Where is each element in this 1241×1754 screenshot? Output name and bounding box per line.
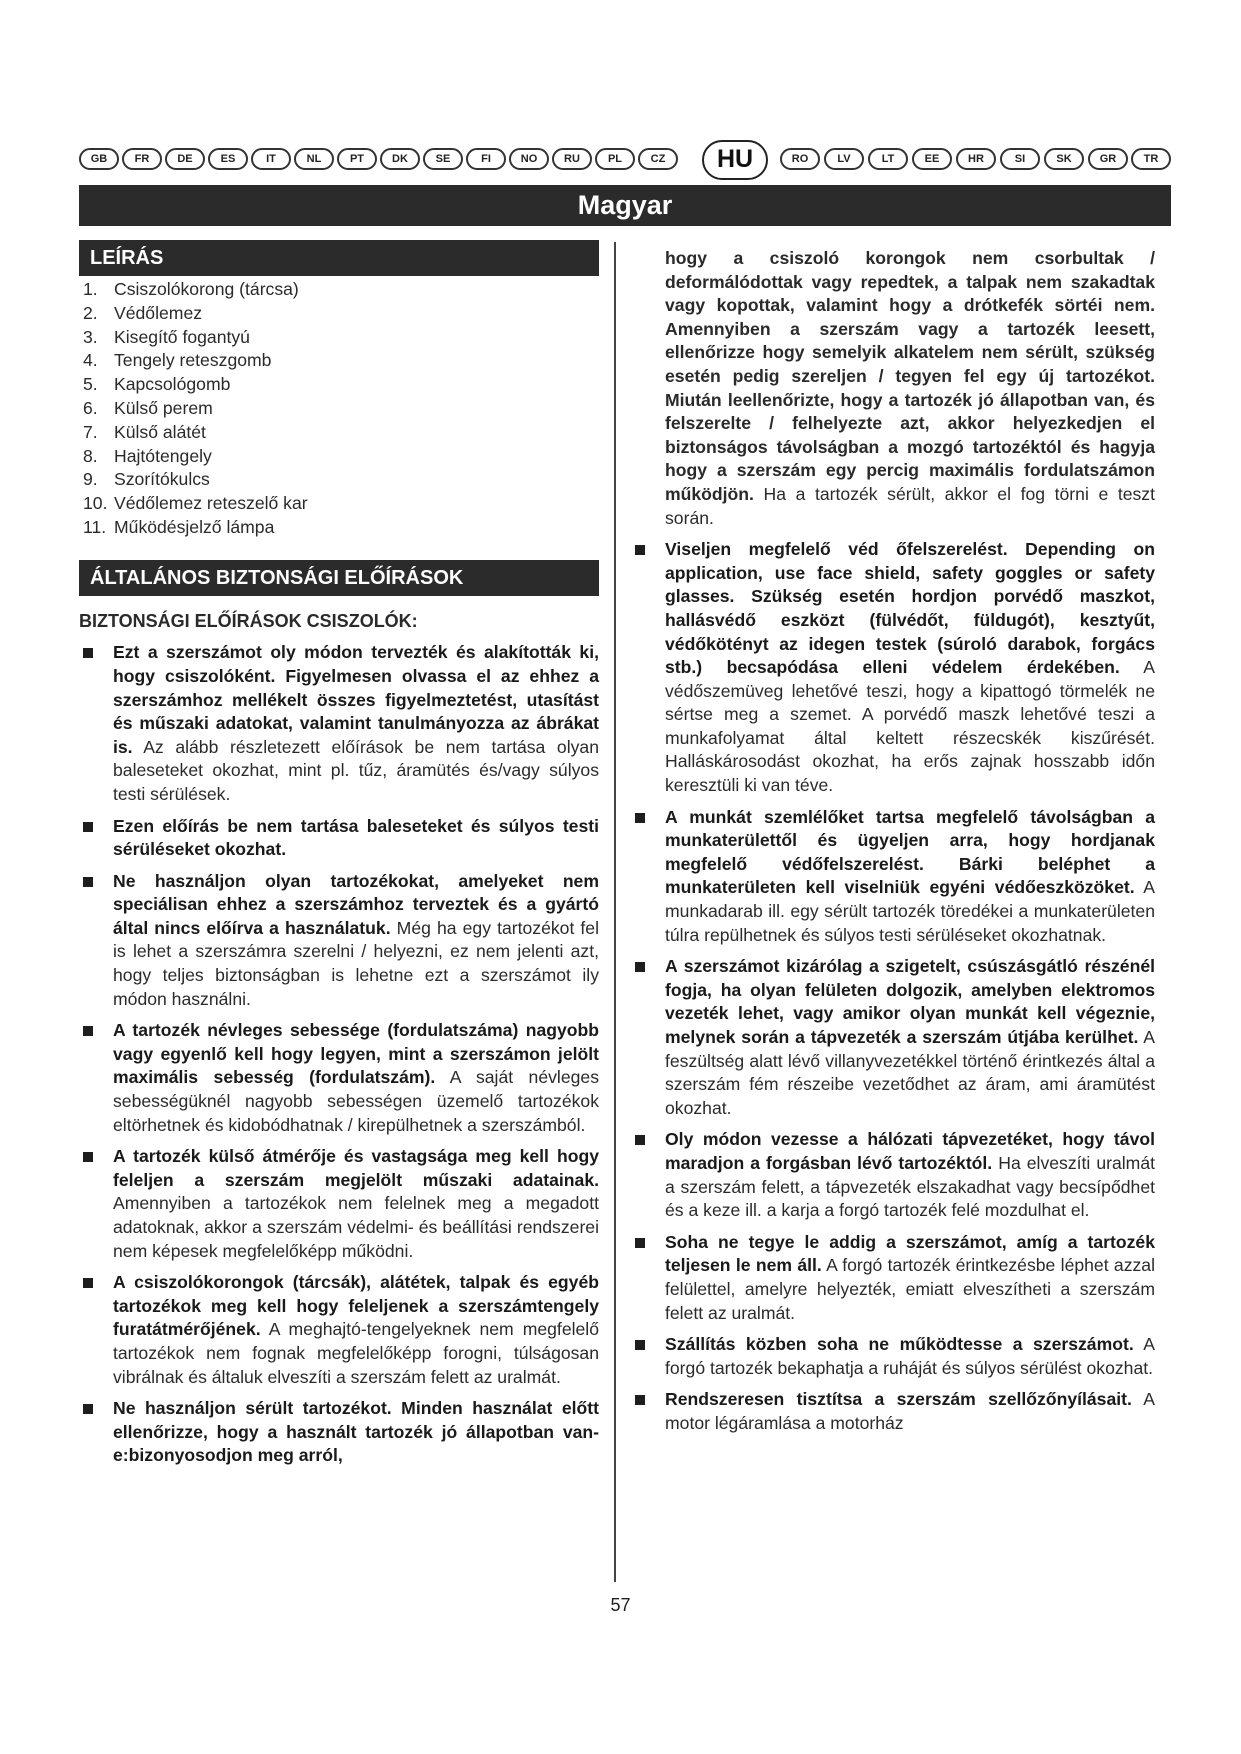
item-text: Védőlemez [114,302,203,323]
item-number: 9. [83,469,98,490]
item-normal-text: A motor légáramlása a motorház [665,1389,1155,1433]
bullet-square-icon [635,545,645,555]
right-column [631,247,1155,1444]
lang-badge-ee[interactable]: EE [912,148,952,170]
lang-badge-lt[interactable]: LT [868,148,908,170]
item-text: Tengely reteszgomb [114,350,272,371]
lang-badge-gr[interactable]: GR [1088,148,1128,170]
item-bold-text: Viseljen megfelelő véd őfelszerelést. Depending on application, use face shield, safety goggles or safety glasses. Szükség esetén hordjon porvédő maszkot, hallásvédő eszközt (fülvédőt, füldugót), kesztyűt, védőkötényt az idegen testek (súroló darabok, forgács stb.) becsapódása elleni védelem érdekében. [665,539,1155,678]
lang-badge-es[interactable]: ES [208,148,248,170]
lang-badge-nl[interactable]: NL [294,148,334,170]
list-item [83,468,599,492]
page-title: Magyar [577,190,673,220]
item-normal-text: Még ha egy tartozékot fel is lehet a szerszámra szerelni / helyezni, ez nem jelenti azt, hogy teljes biztonságban is lehetne ezt a szerszámot ily módon használni. [113,917,599,1009]
bullet-square-icon [635,1238,645,1248]
safety-item [79,641,599,806]
item-bold-text: A munkát szemlélőket tartsa megfelelő távolságban a munkaterülettől és ügyeljen arra, hogy hordjanak megfelelő védőfelszerelést. Bárki beléphet a munkaterületen kell viselniük egyéni védőeszközöket. [665,806,1155,898]
lang-badge-no[interactable]: NO [509,148,549,170]
item-number: 1. [83,279,98,299]
lang-badge-sk[interactable]: SK [1044,148,1084,170]
lang-badge-dk[interactable]: DK [380,148,420,170]
safety-heading: ÁLTALÁNOS BIZTONSÁGI ELŐÍRÁSOK [79,560,599,596]
lang-badge-ru[interactable]: RU [552,148,592,170]
item-normal-text: Ha elveszíti uralmát a szerszám felett, a tápvezeték elszakadhat vagy becsípődhet és a keze ill. a karja a forgó tartozék felé mozdulhat el. [665,1152,1156,1221]
list-item [83,492,599,516]
lang-badge-gb[interactable]: GB [79,148,119,170]
bullet-square-icon [635,1395,645,1405]
item-normal-text: Az alább részletezett előírások be nem tartása olyan baleseteket okozhat, mint pl. tűz, áramütés és/vagy súlyos testi sérülések. [113,736,599,804]
item-bold-text: Ezen előírás be nem tartása baleseteket és súlyos testi sérüléseket okozhat. [113,815,599,860]
bullet-square-icon [635,813,645,823]
lang-badge-tr[interactable]: TR [1131,148,1171,170]
item-bold-text: A szerszámot kizárólag a szigetelt, csúszásgátló részénél fogja, ha olyan felületen dolgozik, amelyben elektromos vezeték lehet, vagy amikor olyan munkát kell végeznie, melynek során a tápvezeték a szerszám útjába kerülhet. [665,956,1155,1047]
bullet-square-icon [83,1278,93,1288]
description-heading: LEÍRÁS [79,240,599,276]
lang-badge-fr[interactable]: FR [122,148,162,170]
lang-badge-ro[interactable]: RO [780,148,820,170]
item-text: Kisegítő fogantyú [114,326,250,347]
item-text: Külső alátét [114,421,206,442]
item-number: 2. [83,302,98,323]
item-normal-text: A meghajtó-tengelyeknek nem megfelelő tartozékok nem fognak megfelelőképp forogni, túlságosan vibrálnak és általuk elveszíti a szerszám felett az uralmát. [113,1319,599,1387]
item-bold-text: Ne használjon sérült tartozékot. Minden használat előtt ellenőrizze, hogy a használt tartozék jó állapotban van-e:bizonyosodjon meg arról, [113,1398,599,1466]
lang-badge-si[interactable]: SI [1000,148,1040,170]
item-normal-text: A saját névleges sebességüknél nagyobb sebességen üzemelő tartozékok eltörhetnek és kidobódhatnak / kirepülhetnek a szerszámból. [113,1067,599,1135]
safety-item [79,1019,599,1137]
safety-item [631,1388,1155,1435]
item-number: 6. [83,397,98,418]
item-text: Kapcsológomb [114,374,231,395]
lang-badge-hr[interactable]: HR [956,148,996,170]
item-bold-text: Soha ne tegye le addig a szerszámot, amíg a tartozék teljesen le nem áll. [665,1231,1155,1276]
item-number: 5. [83,374,98,395]
safety-item [79,815,599,862]
page-number: 57 [610,1595,631,1615]
list-item [83,397,599,421]
item-number: 7. [83,421,98,442]
bullet-square-icon [635,1135,645,1145]
lang-badge-se[interactable]: SE [423,148,463,170]
lang-badge-cz[interactable]: CZ [638,148,678,170]
item-text: Külső perem [114,397,213,418]
safety-item [79,1397,599,1468]
list-item [83,421,599,445]
item-bold-text: hogy a csiszoló korongok nem csorbultak / deformálódottak vagy repedtek, a talpak nem szakadtak vagy kopottak, valamint hogy a drótkefék sörtéi nem. Amennyiben a szerszám vagy a tartozék leesett, ellenőrizze hogy semelyik alkatelem nem sérült, szükség esetén pedig szereljen / tegyen fel egy új tartozékot. Miután leellenőrizte, hogy a tartozék jó állapotban van, és felszerelte / felhelyezte azt, akkor helyezkedjen el biztonságos távolságban a mozgó tartozéktól és hagyja hogy a szerszám egy percig maximális fordulatszámon működjön. [665,248,1155,504]
list-item [83,302,599,326]
bullet-square-icon [83,877,93,887]
item-bold-text: A csiszolókorongok (tárcsák), alátétek, talpak és egyéb tartozékok meg kell hogy feleljenek a szerszámtengely furatátmérőjének. [113,1272,599,1340]
lang-badge-it[interactable]: IT [251,148,291,170]
list-item [83,349,599,373]
language-bar [79,140,1171,180]
item-bold-text: Oly módon vezesse a hálózati tápvezetéket, hogy távol maradjon a forgásban lévő tartozéktól. [665,1129,1155,1173]
safety-item [79,1271,599,1389]
list-item [83,445,599,469]
safety-subheading: BIZTONSÁGI ELŐÍRÁSOK CSISZOLÓK: [79,610,418,631]
bullet-square-icon [83,822,93,832]
safety-item [79,1145,599,1263]
column-divider [614,242,616,1582]
item-normal-text: A feszültség alatt lévő villanyvezetékkel történő érintkezés által a szerszám fém részeibe vezetődhet az áram, ami áramütést okozhat. [665,1027,1155,1118]
item-number: 4. [83,350,98,371]
bullet-square-icon [83,1404,93,1414]
item-bold-text: A tartozék névleges sebessége (fordulatszáma) nagyobb vagy egyenlő kell hogy legyen, mint a szerszámon jelölt maximális sebesség (fordulatszám). [113,1020,599,1088]
safety-item [631,1231,1155,1325]
item-normal-text: A munkadarab ill. egy sérült tartozék töredékei a munkaterületen túlra repülhetnek és súlyos testi sérüléseket okozhatnak. [665,877,1155,945]
item-text: Működésjelző lámpa [114,516,275,537]
lang-badge-de[interactable]: DE [165,148,205,170]
lang-badge-lv[interactable]: LV [824,148,864,170]
item-text: Szorítókulcs [114,469,210,490]
item-normal-text: A forgó tartozék bekaphatja a ruháját és súlyos sérülést okozhat. [665,1334,1155,1378]
language-title-bar [79,185,1171,226]
item-number: 3. [83,326,98,347]
list-item [83,278,599,302]
lang-badge-fi[interactable]: FI [466,148,506,170]
lang-badge-pt[interactable]: PT [337,148,377,170]
item-bold-text: Ne használjon olyan tartozékokat, amelyeket nem speciálisan ehhez a szerszámhoz terveztek és a gyártó által nincs előírva a használatuk. [113,870,599,938]
lang-badge-hu-active[interactable]: HU [702,140,768,180]
item-bold-text: Ezt a szerszámot oly módon tervezték és alakították ki, hogy csiszolóként. Figyelmesen olvassa el az ehhez a szerszámhoz mellékelt összes figyelmeztetést, utasítást és műszaki adatokat, valamint tanulmányozza az ábrákat is. [113,642,599,757]
item-normal-text: Ha a tartozék sérült, akkor el fog törni e teszt során. [665,483,1155,528]
bullet-square-icon [83,1152,93,1162]
safety-item [631,955,1155,1120]
bullet-square-icon [83,648,93,658]
item-text: Hajtótengely [114,445,212,466]
safety-item [79,870,599,1012]
item-number: 10. [83,493,108,514]
item-number: 11. [83,516,107,537]
left-column [79,240,599,1476]
bullet-square-icon [635,962,645,972]
safety-item [631,1128,1155,1222]
continued-item [631,247,1155,530]
item-normal-text: A forgó tartozék érintkezésbe léphet azzal felülettel, amelyre helyezték, emiatt elveszítheti a szerszám felett az uralmát. [665,1255,1155,1323]
item-text: Csiszolókorong (tárcsa) [114,279,299,299]
item-normal-text: Amennyiben a tartozékok nem felelnek meg a megadott adatoknak, akkor a szerszám védelmi- és beállítási rendszerei nem képesek megfelelőképp működni. [113,1193,599,1261]
item-bold-text: Szállítás közben soha ne működtesse a szerszámot. [665,1334,1134,1355]
item-number: 8. [83,445,98,466]
safety-item [631,538,1155,798]
item-normal-text: A védőszemüveg lehetővé teszi, hogy a kipattogó törmelék ne sértse meg a szemet. A porvédő maszk lehetővé teszi a munkafolyamat által keltett részecskék kiszűrését. Halláskárosodást okozhat, ha erős zajnak hosszabb időn keresztüli ki van téve. [665,657,1155,796]
list-item [83,326,599,350]
item-bold-text: Rendszeresen tisztítsa a szerszám szellőzőnyílásait. [665,1389,1132,1410]
safety-item [631,806,1155,948]
list-item [83,373,599,397]
safety-item [631,1333,1155,1380]
bullet-square-icon [635,1340,645,1350]
list-item [83,516,599,540]
lang-badge-pl[interactable]: PL [595,148,635,170]
item-bold-text: A tartozék külső átmérője és vastagsága meg kell hogy feleljen a szerszám megjelölt műszaki adatainak. [113,1146,599,1190]
item-text: Védőlemez reteszelő kar [114,493,308,514]
parts-list [83,278,599,540]
bullet-square-icon [83,1026,93,1036]
